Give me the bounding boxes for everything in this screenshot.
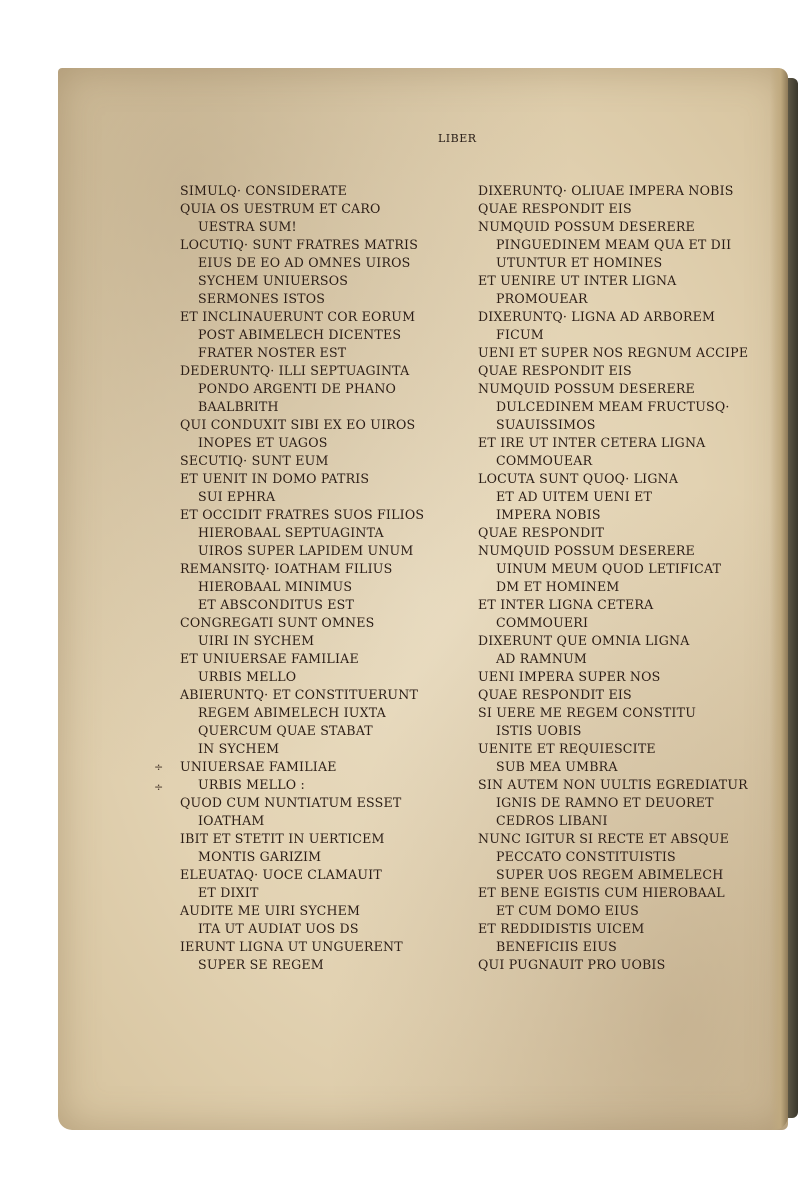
text-line: DIXERUNT QUE OMNIA LIGNA xyxy=(478,633,690,648)
text-line: DEDERUNTQ· ILLI SEPTUAGINTA xyxy=(180,363,410,378)
text-line: ET INCLINAUERUNT COR EORUM xyxy=(180,309,416,324)
binding-edge xyxy=(788,78,798,1118)
text-line: ET UNIUERSAE FAMILIAE xyxy=(180,651,359,666)
text-line: IERUNT LIGNA UT UNGUERENT xyxy=(180,939,403,954)
text-line: ELEUATAQ· UOCE CLAMAUIT xyxy=(180,867,382,882)
text-line: INOPES ET UAGOS xyxy=(198,435,328,450)
left-text-column xyxy=(180,182,480,974)
text-line: COMMOUEAR xyxy=(496,453,593,468)
text-line: EIUS DE EO AD OMNES UIROS xyxy=(198,255,411,270)
text-line: SIMULQ· CONSIDERATE xyxy=(180,183,347,198)
text-line: FICUM xyxy=(496,327,544,342)
text-line: ET CUM DOMO EIUS xyxy=(496,903,639,918)
text-line: UTUNTUR ET HOMINES xyxy=(496,255,663,270)
text-line: AUDITE ME UIRI SYCHEM xyxy=(180,903,361,918)
text-line: LOCUTIQ· SUNT FRATRES MATRIS xyxy=(180,237,419,252)
text-line: ET UENIRE UT INTER LIGNA xyxy=(478,273,677,288)
text-line: REGEM ABIMELECH IUXTA xyxy=(198,705,386,720)
text-line: QUIA OS UESTRUM ET CARO xyxy=(180,201,381,216)
text-line: HIEROBAAL MINIMUS xyxy=(198,579,353,594)
text-line: NUMQUID POSSUM DESERERE xyxy=(478,381,695,396)
text-line: QUAE RESPONDIT xyxy=(478,525,605,540)
text-line: QUAE RESPONDIT EIS xyxy=(478,687,632,702)
text-line: ET OCCIDIT FRATRES SUOS FILIOS xyxy=(180,507,425,522)
text-line: ABIERUNTQ· ET CONSTITUERUNT xyxy=(180,687,419,702)
text-line: UINUM MEUM QUOD LETIFICAT xyxy=(496,561,722,576)
text-line: URBIS MELLO : xyxy=(198,777,305,792)
text-line: SUB MEA UMBRA xyxy=(496,759,618,774)
text-line: UIRI IN SYCHEM xyxy=(198,633,315,648)
text-line: QUOD CUM NUNTIATUM ESSET xyxy=(180,795,402,810)
text-line: IGNIS DE RAMNO ET DEUORET xyxy=(496,795,714,810)
running-head: LIBER xyxy=(438,132,477,145)
text-line: CEDROS LIBANI xyxy=(496,813,608,828)
text-line: UENITE ET REQUIESCITE xyxy=(478,741,656,756)
text-line: IMPERA NOBIS xyxy=(496,507,601,522)
text-line: ET AD UITEM UENI ET xyxy=(496,489,653,504)
text-line: SUPER UOS REGEM ABIMELECH xyxy=(496,867,724,882)
text-line: NUMQUID POSSUM DESERERE xyxy=(478,219,695,234)
text-line: ET ABSCONDITUS EST xyxy=(198,597,355,612)
text-line: QUI CONDUXIT SIBI EX EO UIROS xyxy=(180,417,416,432)
margin-marks xyxy=(154,758,163,798)
manuscript-page xyxy=(58,68,788,1130)
text-line: DM ET HOMINEM xyxy=(496,579,620,594)
margin-mark: ÷ xyxy=(154,781,164,794)
text-line: PONDO ARGENTI DE PHANO xyxy=(198,381,397,396)
text-line: SUI EPHRA xyxy=(198,489,276,504)
text-line: QUI PUGNAUIT PRO UOBIS xyxy=(478,957,666,972)
text-line: UNIUERSAE FAMILIAE xyxy=(180,759,337,774)
text-line: PROMOUEAR xyxy=(496,291,588,306)
text-line: COMMOUERI xyxy=(496,615,589,630)
text-line: BAALBRITH xyxy=(198,399,279,414)
text-line: CONGREGATI SUNT OMNES xyxy=(180,615,375,630)
text-line: BENEFICIIS EIUS xyxy=(496,939,617,954)
text-line: ET INTER LIGNA CETERA xyxy=(478,597,654,612)
text-line: SI UERE ME REGEM CONSTITU xyxy=(478,705,697,720)
text-line: DIXERUNTQ· LIGNA AD ARBOREM xyxy=(478,309,716,324)
text-line: PECCATO CONSTITUISTIS xyxy=(496,849,676,864)
text-line: DULCEDINEM MEAM FRUCTUSQ· xyxy=(496,399,730,414)
text-line: DIXERUNTQ· OLIUAE IMPERA NOBIS xyxy=(478,183,734,198)
right-text-column xyxy=(478,182,778,974)
text-line: ISTIS UOBIS xyxy=(496,723,582,738)
text-line: IN SYCHEM xyxy=(198,741,280,756)
text-line: UENI ET SUPER NOS REGNUM ACCIPE xyxy=(478,345,749,360)
text-line: IBIT ET STETIT IN UERTICEM xyxy=(180,831,385,846)
text-line: HIEROBAAL SEPTUAGINTA xyxy=(198,525,384,540)
text-line: NUMQUID POSSUM DESERERE xyxy=(478,543,695,558)
text-line: ET UENIT IN DOMO PATRIS xyxy=(180,471,370,486)
text-line: QUAE RESPONDIT EIS xyxy=(478,363,632,378)
text-line: UENI IMPERA SUPER NOS xyxy=(478,669,661,684)
text-line: SERMONES ISTOS xyxy=(198,291,326,306)
text-line: SYCHEM UNIUERSOS xyxy=(198,273,349,288)
text-line: AD RAMNUM xyxy=(496,651,587,666)
text-line: POST ABIMELECH DICENTES xyxy=(198,327,402,342)
text-line: ET REDDIDISTIS UICEM xyxy=(478,921,645,936)
text-line: SECUTIQ· SUNT EUM xyxy=(180,453,329,468)
text-line: ITA UT AUDIAT UOS DS xyxy=(198,921,359,936)
text-line: NUNC IGITUR SI RECTE ET ABSQUE xyxy=(478,831,730,846)
text-line: PINGUEDINEM MEAM QUA ET DII xyxy=(496,237,732,252)
text-line: SIN AUTEM NON UULTIS EGREDIATUR xyxy=(478,777,748,792)
text-line: UESTRA SUM! xyxy=(198,219,297,234)
text-line: ET IRE UT INTER CETERA LIGNA xyxy=(478,435,706,450)
text-line: IOATHAM xyxy=(198,813,265,828)
text-line: FRATER NOSTER EST xyxy=(198,345,347,360)
text-line: QUAE RESPONDIT EIS xyxy=(478,201,632,216)
text-line: URBIS MELLO xyxy=(198,669,297,684)
margin-mark: ÷ xyxy=(154,761,164,774)
text-line: SUAUISSIMOS xyxy=(496,417,596,432)
text-line: LOCUTA SUNT QUOQ· LIGNA xyxy=(478,471,679,486)
text-line: ET BENE EGISTIS CUM HIEROBAAL xyxy=(478,885,725,900)
text-line: REMANSITQ· IOATHAM FILIUS xyxy=(180,561,393,576)
text-line: QUERCUM QUAE STABAT xyxy=(198,723,373,738)
text-line: SUPER SE REGEM xyxy=(198,957,324,972)
text-line: UIROS SUPER LAPIDEM UNUM xyxy=(198,543,414,558)
text-line: MONTIS GARIZIM xyxy=(198,849,322,864)
text-line: ET DIXIT xyxy=(198,885,259,900)
